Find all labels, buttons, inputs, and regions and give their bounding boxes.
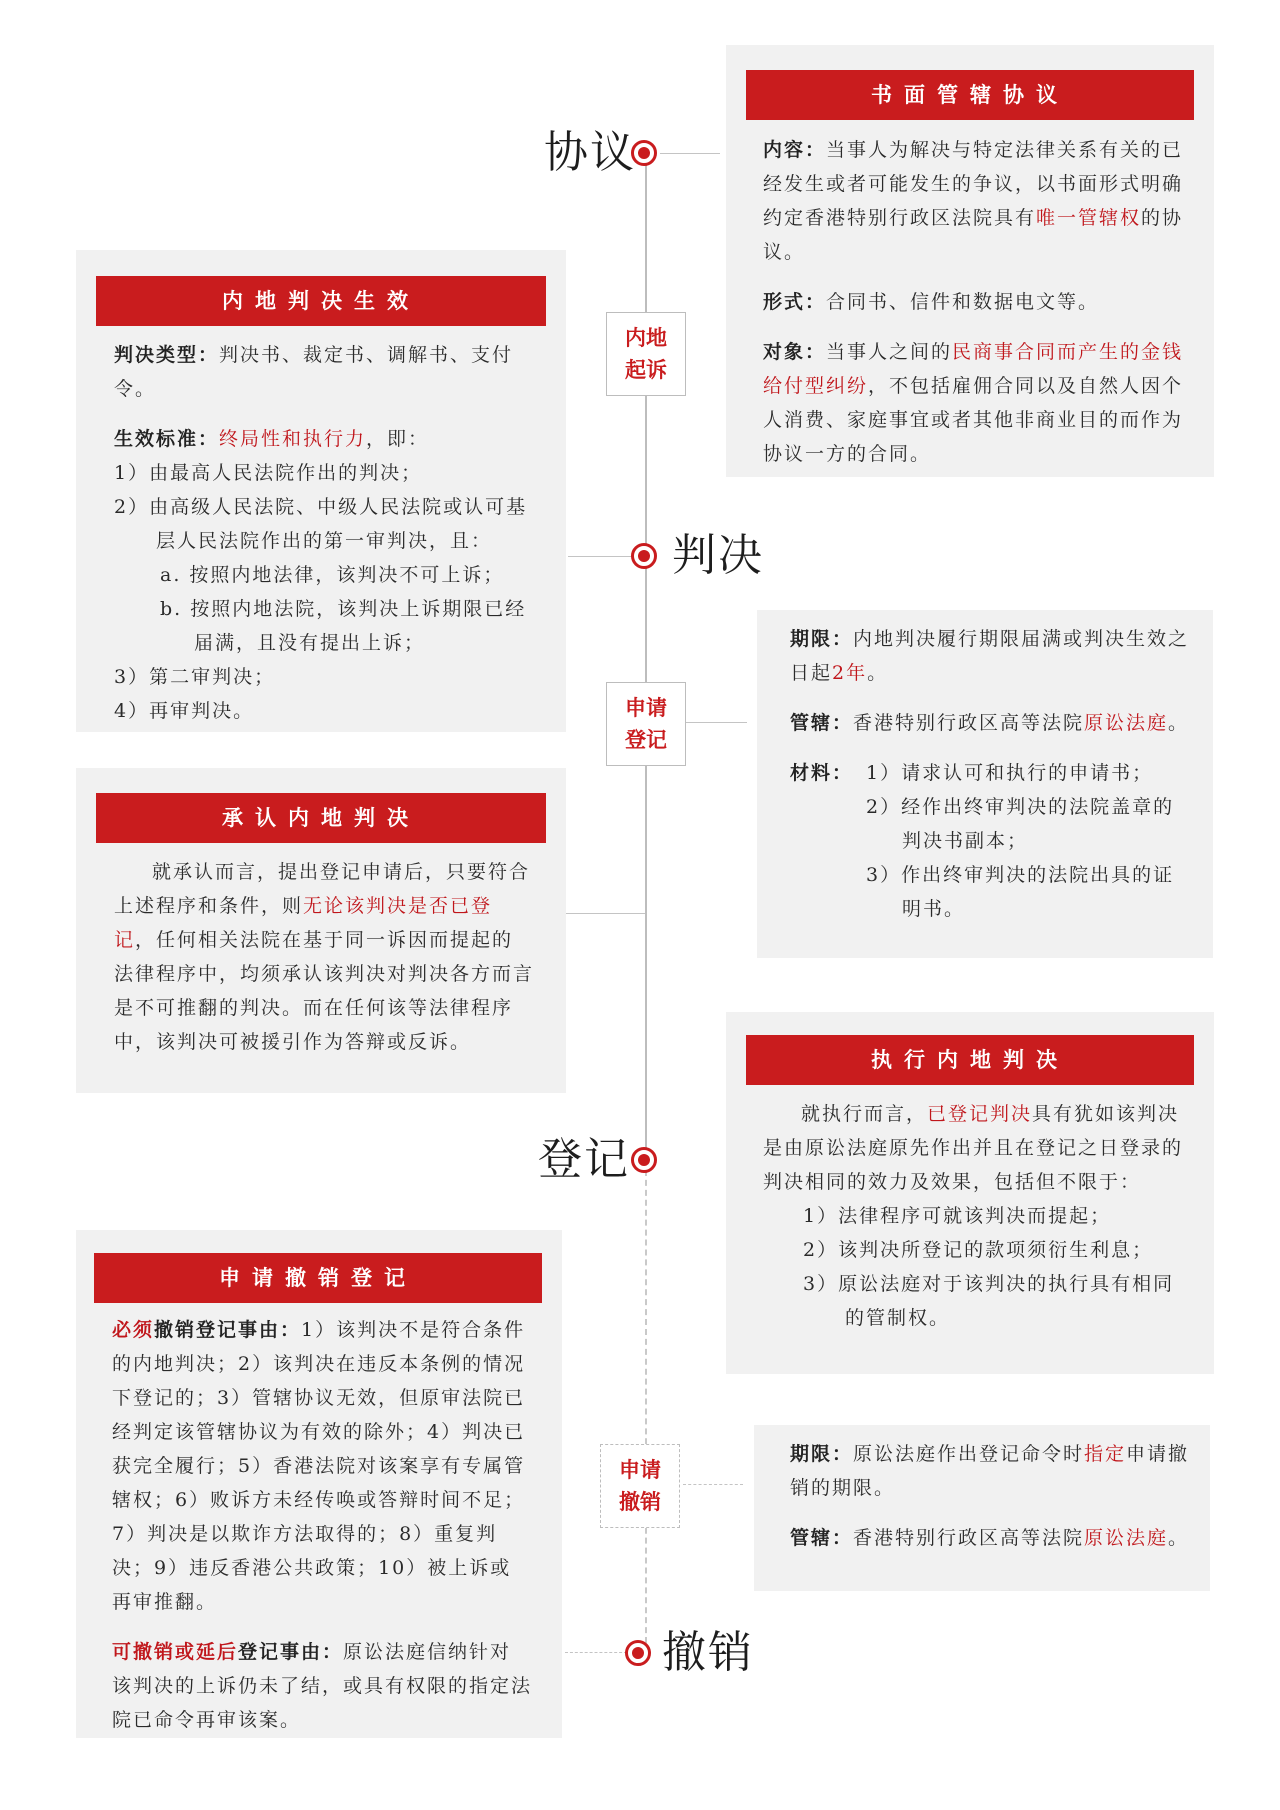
content-text1: 当事人为解决与特定法律关系有关的已经发生或者可能发生的争议，以书面形式明确约定香港特别行政区法院具有 — [763, 139, 1184, 229]
reg-jurisdiction-text: 香港特别行政区高等法院 — [853, 712, 1085, 734]
connector-registration-apply — [685, 722, 747, 723]
registration-period — [790, 622, 1190, 690]
recognition-highlight: 无论该判决是否已登记 — [114, 895, 493, 951]
may-revoke — [112, 1635, 532, 1737]
object-text1: 当事人之间的 — [826, 341, 953, 363]
judgment-type — [114, 338, 534, 406]
enforcement-text — [763, 1097, 1187, 1199]
judgment-label: 判决 — [672, 530, 764, 581]
connector-agreement — [660, 153, 720, 154]
standard-item-4: 4）再审判决。 — [114, 700, 255, 722]
connector-judgment — [568, 556, 632, 557]
enforcement-item-2: 2）该判决所登记的款项须衍生利息； — [803, 1239, 1154, 1261]
recognition-body — [114, 855, 534, 1075]
may-highlight: 可撤销或延后 — [112, 1641, 239, 1663]
connector-revocation — [565, 1652, 627, 1653]
rev-jurisdiction-label: 管辖： — [790, 1527, 854, 1549]
content-label: 内容： — [763, 139, 827, 161]
written-agreement-body — [763, 133, 1187, 487]
stage-apply-revocation — [600, 1444, 680, 1528]
rev-jurisdiction-highlight: 原讼法庭 — [1084, 1527, 1169, 1549]
standard-text: ，即： — [366, 428, 430, 450]
materials-label-line — [790, 756, 1190, 790]
recognition-title: 承认内地判决 — [96, 793, 546, 843]
standard-subitem-b: b. 按照内地法院，该判决上诉期限已经届满，且没有提出上诉； — [160, 598, 527, 654]
form-label: 形式： — [763, 291, 827, 313]
revocation-apply-body — [112, 1313, 532, 1753]
stage-apply-registration-text: 申请登记 — [625, 696, 667, 752]
object-text2: ，不包括雇佣合同以及自然人因个人消费、家庭事宜或者其他非商业目的而作为协议一方的合同。 — [763, 375, 1184, 465]
may-text: 原讼法庭信纳针对该判决的上诉仍未了结，或具有权限的指定法院已命令再审该案。 — [112, 1641, 533, 1731]
stage-mainland-litigation — [606, 312, 686, 396]
standard-highlight: 终局性和执行力 — [219, 428, 367, 450]
enforcement-body — [763, 1097, 1187, 1335]
standard-item-3: 3）第二审判决； — [114, 666, 276, 688]
type-text: 判决书、裁定书、调解书、支付令。 — [114, 344, 514, 400]
standard-item-2: 2）由高级人民法院、中级人民法院或认可基层人民法院作出的第一审判决，且： — [114, 496, 528, 552]
recognition-text1: 就承认而言，提出登记申请后，只要符合上述程序和条件，则 — [114, 861, 531, 917]
revocation-period-body — [790, 1437, 1190, 1571]
material-item-1: 1）请求认可和执行的申请书； — [866, 762, 1154, 784]
revocation-apply-title: 申请撤销登记 — [94, 1253, 542, 1303]
stage-mainland-litigation-text: 内地起诉 — [625, 326, 667, 382]
recognition-text2: ，任何相关法院在基于同一诉因而提起的法律程序中，均须承认该判决对判决各方而言是不可推翻的判决。而在任何该等法律程序中，该判决可被援引作为答辩或反诉。 — [114, 929, 535, 1053]
form-text: 合同书、信件和数据电文等。 — [826, 291, 1100, 313]
rev-period-end: 申请撤销的期限。 — [790, 1443, 1190, 1499]
registration-node — [631, 1147, 657, 1173]
reg-period-label: 期限： — [790, 628, 854, 650]
agreement-content — [763, 133, 1187, 269]
enforcement-item-1: 1）法律程序可就该判决而提起； — [803, 1205, 1112, 1227]
written-agreement-title: 书面管辖协议 — [746, 70, 1194, 120]
materials-label: 材料： — [790, 762, 854, 784]
revocation-jurisdiction — [790, 1521, 1190, 1555]
reg-jurisdiction-highlight: 原讼法庭 — [1084, 712, 1169, 734]
agreement-object — [763, 335, 1187, 471]
enforcement-title: 执行内地判决 — [746, 1035, 1194, 1085]
standard-line — [114, 422, 534, 456]
registration-label: 登记 — [538, 1134, 630, 1185]
stage-apply-registration — [606, 682, 686, 766]
enforcement-highlight: 已登记判决 — [927, 1103, 1033, 1125]
agreement-form — [763, 285, 1187, 319]
revocation-node — [625, 1640, 651, 1666]
reg-jurisdiction-label: 管辖： — [790, 712, 854, 734]
agreement-label: 协议 — [544, 127, 636, 178]
timeline-axis-solid — [645, 152, 647, 1157]
standard-item-1: 1）由最高人民法院作出的判决； — [114, 462, 423, 484]
reg-jurisdiction-end: 。 — [1168, 712, 1190, 734]
object-label: 对象： — [763, 341, 827, 363]
material-item-2: 2）经作出终审判决的法院盖章的判决书副本； — [866, 796, 1175, 852]
judgment-node — [631, 543, 657, 569]
must-text: 1）该判决不是符合条件的内地判决；2）该判决在违反本条例的情况下登记的；3）管辖协议无效，但原审法院已经判定该管辖协议为有效的除外；4）判决已获完全履行；5）香港法院对该案享有专属管辖权；6）败诉方未经传唤或答辩时间不足；7）判决是以欺诈方法取得的；8）重复判决；9）违反香港公共政策；10）被上诉或再审推翻。 — [112, 1319, 526, 1613]
registration-jurisdiction — [790, 706, 1190, 740]
rev-jurisdiction-end: 。 — [1168, 1527, 1190, 1549]
enforcement-item-3: 3）原讼法庭对于该判决的执行具有相同的管制权。 — [803, 1273, 1175, 1329]
reg-period-end: 。 — [867, 662, 889, 684]
mainland-effective-body — [114, 338, 534, 728]
connector-revocation-apply — [683, 1484, 743, 1485]
rev-jurisdiction-text: 香港特别行政区高等法院 — [853, 1527, 1085, 1549]
must-label: 撤销登记事由： — [154, 1319, 302, 1341]
rev-period-highlight: 指定 — [1084, 1443, 1127, 1465]
enforcement-text2: 具有犹如该判决是由原讼法庭原先作出并且在登记之日登录的判决相同的效力及效果，包括但不限于： — [763, 1103, 1184, 1193]
standard-label: 生效标准： — [114, 428, 220, 450]
reg-period-highlight: 2年 — [832, 662, 868, 684]
reg-period-text: 内地判决履行期限届满或判决生效之日起 — [790, 628, 1190, 684]
enforcement-text1: 就执行而言， — [801, 1103, 928, 1125]
mainland-effective-title: 内地判决生效 — [96, 276, 546, 326]
rev-period-label: 期限： — [790, 1443, 854, 1465]
content-highlight: 唯一管辖权 — [1036, 207, 1142, 229]
recognition-text — [114, 855, 534, 1059]
registration-apply-body — [790, 622, 1190, 926]
must-highlight: 必须 — [112, 1319, 155, 1341]
revocation-period — [790, 1437, 1190, 1505]
material-item-3: 3）作出终审判决的法院出具的证明书。 — [866, 864, 1175, 920]
type-label: 判决类型： — [114, 344, 220, 366]
stage-apply-revocation-text: 申请撤销 — [619, 1458, 661, 1514]
standard-subitem-a: a. 按照内地法律，该判决不可上诉； — [160, 564, 505, 586]
revocation-label: 撤销 — [662, 1627, 754, 1678]
timeline-axis-dashed — [645, 1160, 647, 1653]
must-revoke — [112, 1313, 532, 1619]
may-label: 登记事由： — [238, 1641, 344, 1663]
object-highlight: 民商事合同而产生的金钱给付型纠纷 — [763, 341, 1184, 397]
content-text2: 的协议。 — [763, 207, 1184, 263]
rev-period-text: 原讼法庭作出登记命令时 — [853, 1443, 1085, 1465]
